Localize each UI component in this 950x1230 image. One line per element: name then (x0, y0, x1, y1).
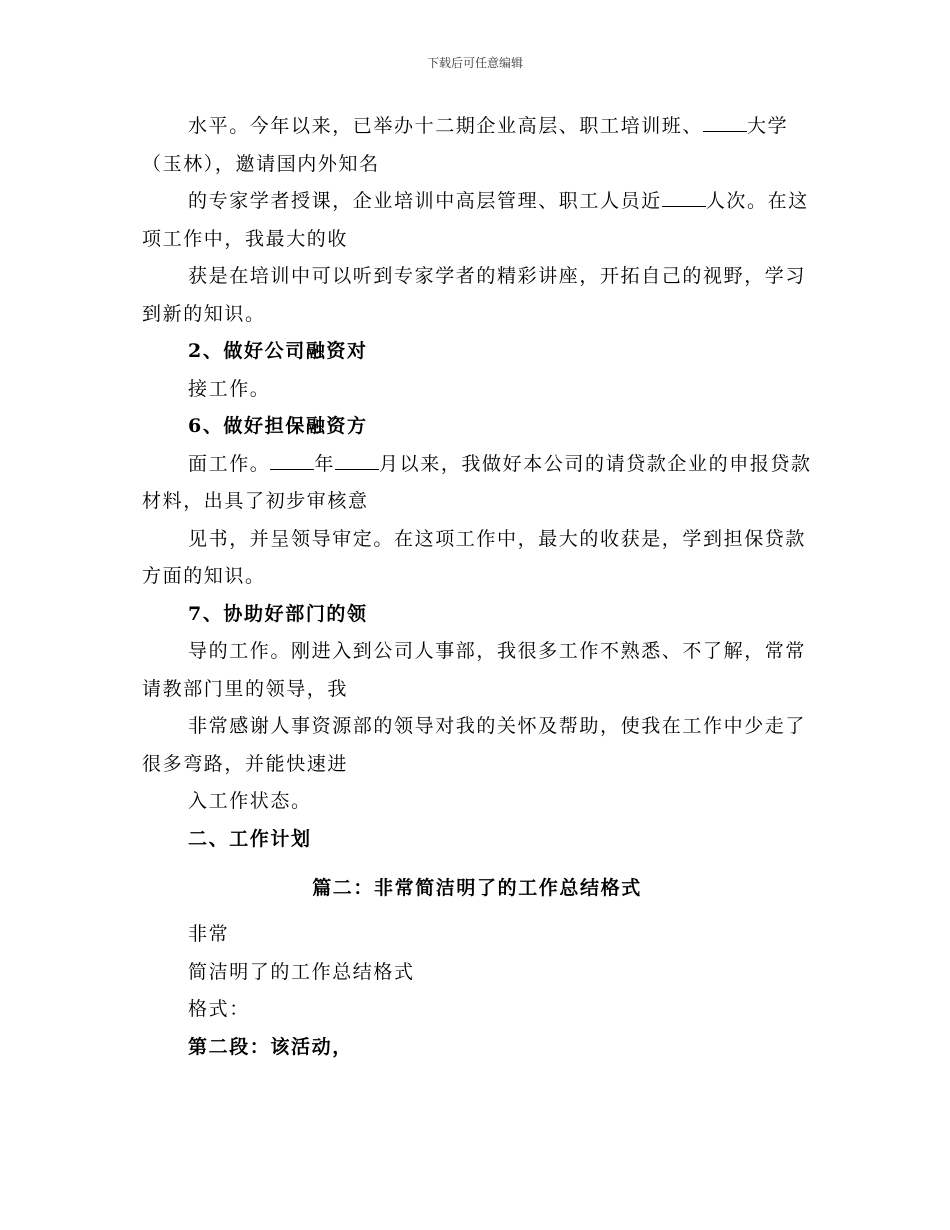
document-body (142, 108, 812, 1066)
section-heading: 6、做好担保融资方 (188, 415, 368, 437)
section-heading: 二、工作计划 (188, 827, 312, 850)
blank-line (270, 453, 314, 470)
paragraph (142, 183, 812, 258)
paragraph: 接工作。 (188, 377, 271, 400)
paragraph (142, 446, 812, 521)
paragraph: 入工作状态。 (188, 790, 312, 812)
paragraph: 简洁明了的工作总结格式 (188, 960, 415, 983)
paragraph-text: 大学（玉林），邀请国内外知名 (142, 115, 789, 175)
paragraph-text: 年 (314, 452, 336, 475)
paragraph-text: 的专家学者授课，企业培训中高层管理、职工人员近 (188, 190, 662, 212)
section-heading: 2、做好公司融资对 (188, 340, 368, 362)
section-heading: 7、协助好部门的领 (188, 602, 368, 625)
section-heading: 第二段：该活动， (188, 1035, 353, 1058)
paragraph-text: 月以来，我做好本公司的请贷款企业的申报贷款材料，出具了初步审核意 (142, 452, 812, 512)
paragraph-text: 人次。在这项工作中，我最大的收 (142, 190, 809, 250)
blank-line (662, 190, 706, 207)
paragraph: 非常感谢人事资源部的领导对我的关怀及帮助，使我在工作中少走了很多弯路，并能快速进 (142, 715, 807, 775)
paragraph: 非常 (188, 923, 230, 945)
blank-line (703, 115, 747, 132)
paragraph: 导的工作。刚进入到公司人事部，我很多工作不熟悉、不了解，常常请教部门里的领导，我 (142, 640, 807, 700)
paragraph: 获是在培训中可以听到专家学者的精彩讲座，开拓自己的视野，学习到新的知识。 (142, 265, 807, 325)
section-title: 篇二：非常简洁明了的工作总结格式 (312, 877, 642, 899)
paragraph-text: 面工作。 (188, 452, 271, 475)
paragraph-text: 水平。今年以来，已举办十二期企业高层、职工培训班、 (188, 115, 704, 137)
paragraph: 见书，并呈领导审定。在这项工作中，最大的收获是，学到担保贷款方面的知识。 (142, 527, 807, 587)
paragraph (142, 108, 812, 183)
blank-line (335, 453, 379, 470)
paragraph: 格式： (188, 998, 250, 1020)
page-header: 下载后可任意编辑 (426, 56, 523, 70)
